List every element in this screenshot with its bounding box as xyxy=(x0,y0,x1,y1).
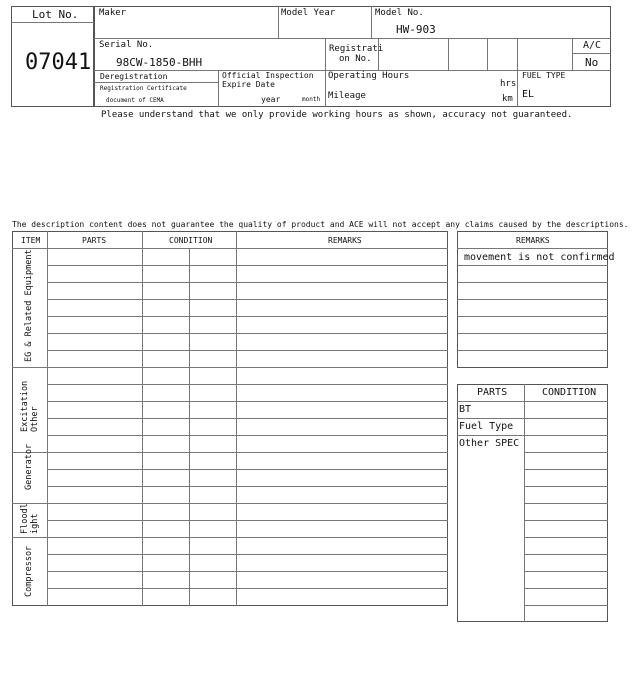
lot-label: Lot No. xyxy=(32,8,79,21)
fuel-type-value: EL xyxy=(522,89,535,100)
ac-value: No xyxy=(585,56,599,69)
row-line xyxy=(524,605,608,606)
lot-divider xyxy=(11,22,94,23)
serial-label: Serial No. xyxy=(99,40,154,50)
parts-col-parts: PARTS xyxy=(477,387,508,398)
mileage-label: Mileage xyxy=(328,91,366,101)
row-line xyxy=(457,350,608,351)
row-line xyxy=(524,554,608,555)
row-line xyxy=(524,452,608,453)
grid-line xyxy=(218,70,219,107)
row-line xyxy=(47,384,448,385)
section-divider xyxy=(12,452,448,453)
row-line xyxy=(524,486,608,487)
row-line xyxy=(47,265,448,266)
row-line xyxy=(47,418,448,419)
row-line xyxy=(47,554,448,555)
section-divider xyxy=(12,503,448,504)
row-line xyxy=(47,282,448,283)
section-label-floodlight: Floodl ight xyxy=(20,503,40,534)
row-line xyxy=(524,588,608,589)
grid-line xyxy=(487,38,488,70)
model-year-label: Model Year xyxy=(281,8,336,18)
lot-number: 07041 xyxy=(25,50,92,75)
row-line xyxy=(47,299,448,300)
row-line xyxy=(47,316,448,317)
operating-hours-label: Operating Hours xyxy=(328,71,410,81)
section-divider xyxy=(12,367,448,368)
section-divider xyxy=(12,537,448,538)
grid-line xyxy=(378,38,379,70)
parts-col-condition: CONDITION xyxy=(542,387,597,398)
row-line xyxy=(457,282,608,283)
registration-label: Registrati xyxy=(329,44,384,54)
serial-value: 98CW-1850-BHH xyxy=(116,56,203,69)
grid-line xyxy=(278,6,279,38)
deregistration-label: Deregistration xyxy=(100,72,168,81)
grid-line xyxy=(94,38,611,39)
parts-row-bt: BT xyxy=(459,404,472,415)
row-line xyxy=(457,401,608,402)
hrs-label: hrs xyxy=(500,79,517,89)
row-line xyxy=(47,333,448,334)
row-line xyxy=(47,486,448,487)
col-item-header: ITEM xyxy=(21,236,41,245)
row-line xyxy=(457,333,608,334)
cema-document-label: document of CEMA xyxy=(106,97,164,104)
col-condition-header: CONDITION xyxy=(169,236,213,245)
parts-row-other-spec: Other SPEC xyxy=(459,438,520,449)
row-line xyxy=(47,571,448,572)
row-line xyxy=(457,316,608,317)
registration-label-2: on No. xyxy=(339,54,372,64)
row-line xyxy=(47,435,448,436)
parts-row-fuel-type: Fuel Type xyxy=(459,421,514,432)
row-line xyxy=(457,418,608,419)
row-line xyxy=(457,248,608,249)
grid-line xyxy=(572,38,573,70)
registration-certificate-label: Registration Certificate xyxy=(100,85,187,92)
row-line xyxy=(457,435,608,436)
row-line xyxy=(457,265,608,266)
grid-line xyxy=(448,38,449,70)
section-label-generator: Generator xyxy=(24,443,34,490)
working-hours-notice: Please understand that we only provide working hours as shown, accuracy not guaranteed. xyxy=(101,110,573,120)
year-label: year xyxy=(261,95,281,104)
row-line xyxy=(524,469,608,470)
disclaimer-text: The description content does not guarantee the quality of product and ACE will not accept any claims caused by the descriptions. xyxy=(12,220,629,229)
table-line xyxy=(12,248,448,249)
remarks-text: movement is not confirmed xyxy=(464,252,615,263)
model-no-label: Model No. xyxy=(375,8,424,18)
fuel-type-label: FUEL TYPE xyxy=(522,71,566,80)
row-line xyxy=(47,350,448,351)
section-label-eg: EG & Related Equipment xyxy=(24,249,34,362)
section-label-excitation: Excitation Other xyxy=(20,380,40,432)
col-remarks-header: REMARKS xyxy=(328,236,362,245)
ac-label: A/C xyxy=(583,40,602,51)
row-line xyxy=(47,401,448,402)
section-label-compressor: Compressor xyxy=(24,545,34,597)
row-line xyxy=(524,571,608,572)
row-line xyxy=(47,588,448,589)
grid-line xyxy=(517,38,518,107)
col-parts-header: PARTS xyxy=(82,236,107,245)
km-label: km xyxy=(502,94,513,104)
grid-line xyxy=(94,82,218,83)
grid-line xyxy=(572,53,611,54)
official-inspection-label: Official Inspection xyxy=(222,71,314,80)
table-line xyxy=(189,248,190,606)
month-label: month xyxy=(302,96,321,103)
grid-line xyxy=(325,38,326,107)
row-line xyxy=(524,520,608,521)
grid-line xyxy=(371,6,372,38)
maker-label: Maker xyxy=(99,8,127,18)
row-line xyxy=(457,299,608,300)
row-line xyxy=(47,469,448,470)
expire-date-label: Expire Date xyxy=(222,80,275,89)
row-line xyxy=(524,537,608,538)
row-line xyxy=(524,503,608,504)
row-line xyxy=(47,520,448,521)
model-no-value: HW-903 xyxy=(396,23,436,36)
remarks-header: REMARKS xyxy=(516,236,550,245)
